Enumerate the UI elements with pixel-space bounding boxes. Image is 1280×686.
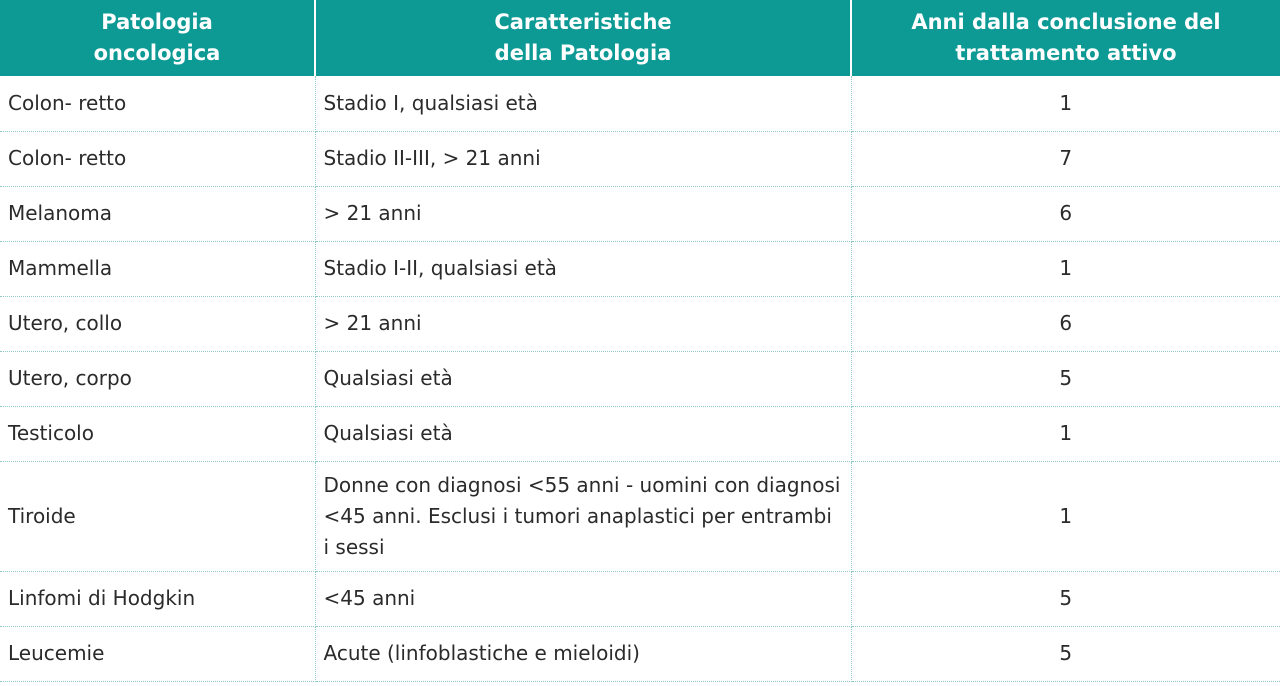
table-row bbox=[0, 76, 1280, 131]
header-features-line1: Caratteristiche bbox=[494, 10, 672, 34]
cell-years: 1 bbox=[851, 76, 1280, 131]
header-years-line1: Anni dalla conclusione del bbox=[911, 10, 1221, 34]
cell-features: Qualsiasi età bbox=[315, 351, 851, 406]
table-row bbox=[0, 186, 1280, 241]
cell-features: Donne con diagnosi <55 anni - uomini con diagnosi <45 anni. Esclusi i tumori anaplastici per entrambi i sessi bbox=[315, 461, 851, 571]
cell-pathology: Utero, collo bbox=[0, 296, 315, 351]
cell-years: 5 bbox=[851, 351, 1280, 406]
table-header bbox=[0, 0, 1280, 76]
header-features bbox=[315, 0, 851, 76]
cell-features: Stadio I, qualsiasi età bbox=[315, 76, 851, 131]
table-row bbox=[0, 131, 1280, 186]
cell-pathology: Leucemie bbox=[0, 626, 315, 681]
cell-years: 6 bbox=[851, 296, 1280, 351]
header-row bbox=[0, 0, 1280, 76]
cell-features: Qualsiasi età bbox=[315, 406, 851, 461]
cell-pathology: Tiroide bbox=[0, 461, 315, 571]
table-row bbox=[0, 241, 1280, 296]
header-pathology-line1: Patologia bbox=[101, 10, 213, 34]
cell-features: Stadio II-III, > 21 anni bbox=[315, 131, 851, 186]
table-row bbox=[0, 351, 1280, 406]
cell-features: > 21 anni bbox=[315, 296, 851, 351]
cell-pathology: Colon- retto bbox=[0, 76, 315, 131]
cell-pathology: Utero, corpo bbox=[0, 351, 315, 406]
cell-features: Acute (linfoblastiche e mieloidi) bbox=[315, 626, 851, 681]
table-row bbox=[0, 461, 1280, 571]
cell-pathology: Colon- retto bbox=[0, 131, 315, 186]
header-pathology-line2: oncologica bbox=[93, 41, 221, 65]
cell-years: 5 bbox=[851, 626, 1280, 681]
cell-features: > 21 anni bbox=[315, 186, 851, 241]
cell-years: 6 bbox=[851, 186, 1280, 241]
cell-years: 1 bbox=[851, 241, 1280, 296]
header-years-line2: trattamento attivo bbox=[955, 41, 1177, 65]
cell-pathology: Testicolo bbox=[0, 406, 315, 461]
table-body bbox=[0, 76, 1280, 681]
table-row bbox=[0, 296, 1280, 351]
cell-years: 5 bbox=[851, 571, 1280, 626]
cell-years: 1 bbox=[851, 406, 1280, 461]
cell-years: 1 bbox=[851, 461, 1280, 571]
header-years bbox=[851, 0, 1280, 76]
cell-pathology: Melanoma bbox=[0, 186, 315, 241]
table-row bbox=[0, 626, 1280, 681]
cell-pathology: Linfomi di Hodgkin bbox=[0, 571, 315, 626]
table-row bbox=[0, 571, 1280, 626]
table-row bbox=[0, 406, 1280, 461]
header-features-line2: della Patologia bbox=[494, 41, 672, 65]
cell-features: Stadio I-II, qualsiasi età bbox=[315, 241, 851, 296]
cell-features: <45 anni bbox=[315, 571, 851, 626]
header-pathology bbox=[0, 0, 315, 76]
cell-pathology: Mammella bbox=[0, 241, 315, 296]
cell-years: 7 bbox=[851, 131, 1280, 186]
